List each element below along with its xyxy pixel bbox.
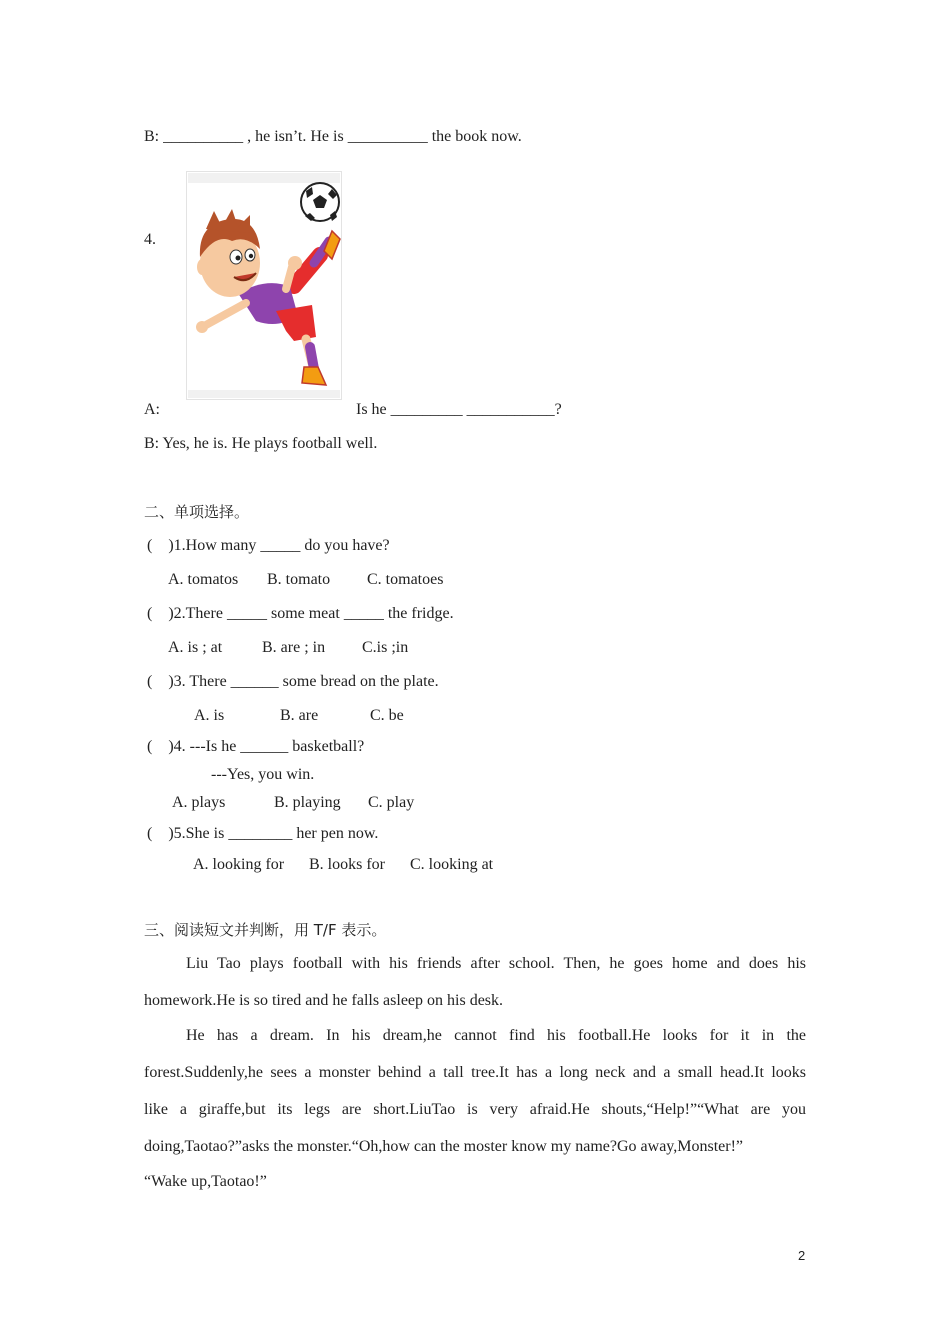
mc-5-option-b: B. looks for — [309, 856, 385, 873]
mc-4-stem: ( )4. ---Is he ______ basketball? — [147, 738, 365, 755]
section-2-heading: 二、单项选择。 — [144, 503, 250, 521]
mc-4-option-a: A. plays — [172, 794, 226, 811]
mc-5-stem: ( )5.She is ________ her pen now. — [147, 825, 379, 842]
mc-3-option-a: A. is — [194, 707, 225, 724]
passage-line-7: “Wake up,Taotao!” — [144, 1173, 267, 1190]
mc-4-option-c: C. play — [368, 794, 415, 811]
passage-line-5: like a giraffe,but its legs are short.LiuTao is very afraid.He shouts,“Help!”“What are you — [144, 1101, 806, 1118]
mc-5-option-a: A. looking for — [193, 856, 285, 873]
question-4-number: 4. — [144, 231, 156, 248]
mc-4-option-b: B. playing — [274, 794, 341, 811]
page-number: 2 — [798, 1248, 806, 1263]
mc-3-option-b: B. are — [280, 707, 319, 724]
mc-1-stem: ( )1.How many _____ do you have? — [147, 537, 390, 554]
mc-1-option-a: A. tomatos — [168, 571, 239, 588]
q3-answer-line: B: __________ , he isn’t. He is __________ the book now. — [144, 128, 522, 145]
answer-a-question: Is he _________ ___________? — [356, 401, 562, 418]
mc-3-option-c: C. be — [370, 707, 404, 724]
mc-1-option-b: B. tomato — [267, 571, 331, 588]
boy-kicking-football-icon — [186, 171, 342, 400]
passage-line-4: forest.Suddenly,he sees a monster behind a tall tree.It has a long neck and a small head.It looks — [144, 1064, 806, 1081]
mc-5-option-c: C. looking at — [410, 856, 494, 873]
mc-2-option-a: A. is ; at — [168, 639, 223, 656]
passage-line-3: He has a dream. In his dream,he cannot find his football.He looks for it in the — [186, 1027, 806, 1044]
passage-line-1: Liu Tao plays football with his friends after school. Then, he goes home and does his — [186, 955, 806, 972]
mc-1-option-c: C. tomatoes — [367, 571, 444, 588]
passage-line-6: doing,Taotao?”asks the monster.“Oh,how can the moster know my name?Go away,Monster!” — [144, 1138, 744, 1155]
mc-2-option-b: B. are ; in — [262, 639, 326, 656]
passage-line-2: homework.He is so tired and he falls asleep on his desk. — [144, 992, 504, 1009]
mc-3-stem: ( )3. There ______ some bread on the plate. — [147, 673, 439, 690]
section-3-heading: 三、阅读短文并判断，用 T/F 表示。 — [144, 921, 387, 939]
mc-2-option-c: C.is ;in — [362, 639, 409, 656]
mc-4-stem-reply: ---Yes, you win. — [211, 766, 315, 783]
answer-a-prefix: A: — [144, 401, 160, 418]
answer-b-line: B: Yes, he is. He plays football well. — [144, 435, 378, 452]
mc-2-stem: ( )2.There _____ some meat _____ the fridge. — [147, 605, 454, 622]
